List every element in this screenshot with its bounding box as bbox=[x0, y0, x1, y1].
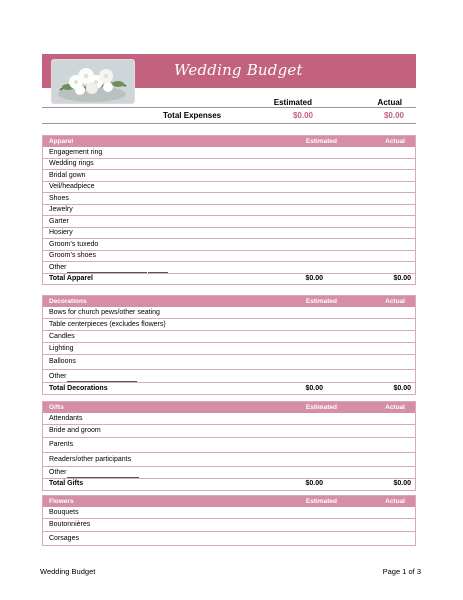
list-item[interactable] bbox=[43, 453, 415, 467]
list-item[interactable] bbox=[43, 228, 415, 240]
page-number: Page 1 of 3 bbox=[382, 567, 421, 576]
blank-line bbox=[67, 265, 147, 273]
gifts-section bbox=[42, 401, 416, 491]
apparel-section-title: Apparel bbox=[49, 137, 74, 145]
list-item[interactable] bbox=[43, 438, 415, 453]
item-label-other: Other bbox=[49, 263, 168, 273]
list-item[interactable] bbox=[43, 251, 415, 263]
list-item[interactable] bbox=[43, 370, 415, 383]
item-label: Attendants bbox=[49, 414, 83, 422]
list-item[interactable] bbox=[43, 182, 415, 194]
list-item[interactable] bbox=[43, 331, 415, 343]
item-label: Hosiery bbox=[49, 229, 73, 236]
item-label: Boutonnières bbox=[49, 521, 91, 528]
blank-line bbox=[148, 265, 168, 273]
flowers-section-header bbox=[43, 496, 415, 507]
item-label: Bouquets bbox=[49, 508, 79, 516]
item-label: Table centerpieces (excludes flowers) bbox=[49, 320, 166, 328]
item-label: Bows for church pews/other seating bbox=[49, 308, 160, 316]
summary-estimated-header: Estimated bbox=[273, 98, 312, 107]
list-item[interactable] bbox=[43, 467, 415, 479]
item-label: Groom’s tuxedo bbox=[49, 240, 99, 248]
gifts-total-label: Total Gifts bbox=[49, 480, 84, 487]
document-title: Wedding Budget bbox=[174, 61, 303, 79]
item-label: Shoes bbox=[49, 194, 69, 202]
item-label: Bridal gown bbox=[49, 171, 86, 179]
list-item[interactable] bbox=[43, 216, 415, 228]
gifts-total-estimated: $0.00 bbox=[305, 480, 323, 487]
summary-actual-header: Actual bbox=[377, 98, 402, 107]
flowers-actual-header: Actual bbox=[385, 497, 405, 505]
gifts-actual-header: Actual bbox=[385, 403, 405, 411]
list-item[interactable] bbox=[43, 519, 415, 532]
apparel-total-estimated: $0.00 bbox=[305, 275, 323, 282]
list-item[interactable] bbox=[43, 239, 415, 251]
item-label: Bride and groom bbox=[49, 427, 101, 434]
item-label: Readers/other participants bbox=[49, 456, 132, 463]
blank-line bbox=[67, 470, 139, 478]
gifts-section-title: Gifts bbox=[49, 403, 64, 411]
list-item[interactable] bbox=[43, 319, 415, 331]
summary-header bbox=[42, 98, 416, 110]
list-item[interactable] bbox=[43, 159, 415, 171]
gifts-section-header bbox=[43, 402, 415, 413]
blank-line bbox=[67, 374, 137, 382]
item-label: Parents bbox=[49, 441, 74, 448]
gifts-estimated-header: Estimated bbox=[305, 403, 337, 411]
list-item[interactable] bbox=[43, 532, 415, 545]
flowers-estimated-header: Estimated bbox=[305, 497, 337, 505]
list-item[interactable] bbox=[43, 307, 415, 319]
apparel-total-row bbox=[43, 274, 415, 285]
list-item[interactable] bbox=[43, 205, 415, 217]
item-label: Corsages bbox=[49, 535, 79, 542]
item-label: Engagement ring bbox=[49, 148, 103, 156]
item-label: Candles bbox=[49, 332, 75, 340]
item-label-other: Other bbox=[49, 468, 139, 478]
item-label: Groom’s shoes bbox=[49, 252, 96, 259]
title-banner bbox=[42, 54, 416, 88]
list-item[interactable] bbox=[43, 193, 415, 205]
flowers-section bbox=[42, 495, 416, 546]
item-label: Lighting bbox=[49, 344, 74, 352]
apparel-estimated-header: Estimated bbox=[305, 137, 337, 145]
apparel-section-header bbox=[43, 136, 415, 147]
item-label-other: Other bbox=[49, 372, 137, 382]
list-item[interactable] bbox=[43, 413, 415, 425]
list-item[interactable] bbox=[43, 262, 415, 274]
decorations-section-header bbox=[43, 296, 415, 307]
decorations-section-title: Decorations bbox=[49, 297, 87, 305]
item-label: Garter bbox=[49, 217, 69, 225]
item-label: Wedding rings bbox=[49, 160, 94, 167]
decorations-total-actual: $0.00 bbox=[393, 384, 411, 392]
item-label: Balloons bbox=[49, 358, 76, 365]
list-item[interactable] bbox=[43, 507, 415, 519]
apparel-section bbox=[42, 135, 416, 285]
apparel-total-actual: $0.00 bbox=[393, 275, 411, 282]
flowers-section-title: Flowers bbox=[49, 497, 74, 505]
list-item[interactable] bbox=[43, 343, 415, 355]
decorations-total-label: Total Decorations bbox=[49, 384, 108, 392]
decorations-estimated-header: Estimated bbox=[305, 297, 337, 305]
list-item[interactable] bbox=[43, 355, 415, 370]
summary-bottom-rule bbox=[42, 123, 416, 124]
total-expenses-actual: $0.00 bbox=[383, 111, 404, 120]
apparel-actual-header: Actual bbox=[385, 137, 405, 145]
gifts-total-actual: $0.00 bbox=[393, 480, 411, 487]
decorations-actual-header: Actual bbox=[385, 297, 405, 305]
total-expenses-row bbox=[42, 111, 416, 123]
gifts-total-row bbox=[43, 479, 415, 490]
list-item[interactable] bbox=[43, 170, 415, 182]
total-expenses-label: Total Expenses bbox=[163, 111, 222, 120]
list-item[interactable] bbox=[43, 147, 415, 159]
list-item[interactable] bbox=[43, 425, 415, 439]
total-expenses-estimated: $0.00 bbox=[292, 111, 313, 120]
decorations-total-row bbox=[43, 383, 415, 394]
decorations-section bbox=[42, 295, 416, 395]
footer-title: Wedding Budget bbox=[40, 567, 96, 576]
item-label: Jewelry bbox=[49, 206, 73, 213]
decorations-total-estimated: $0.00 bbox=[305, 384, 323, 392]
item-label: Veil/headpiece bbox=[49, 183, 95, 190]
apparel-total-label: Total Apparel bbox=[49, 275, 93, 282]
